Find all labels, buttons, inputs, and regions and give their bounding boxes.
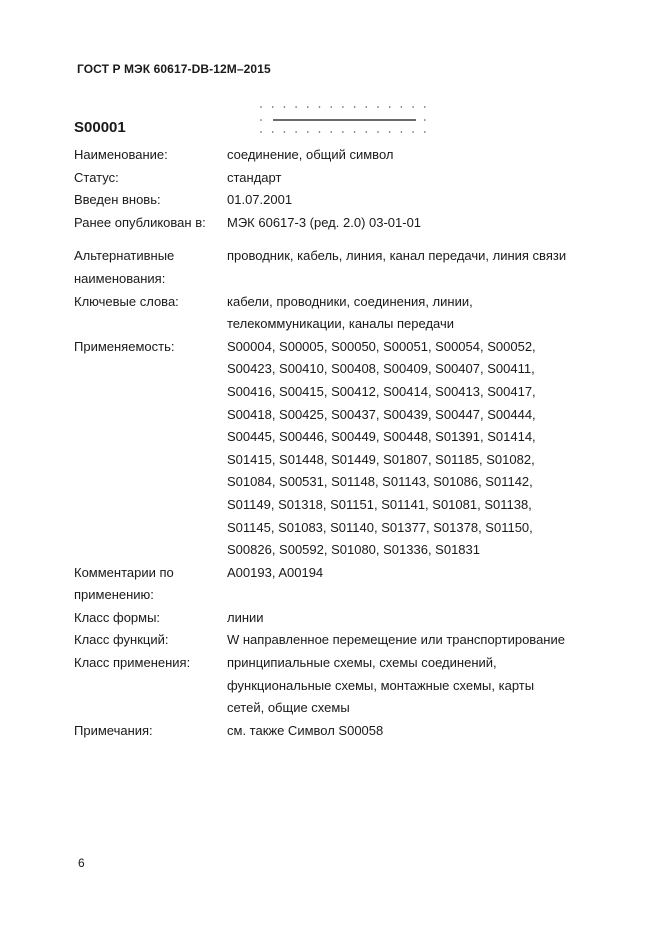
page-number: 6: [78, 856, 85, 870]
field-row: [74, 167, 594, 190]
field-list: [74, 144, 594, 742]
section-gap: [74, 234, 594, 245]
field-label-line: Ключевые слова:: [74, 293, 179, 309]
field-value-line: S00826, S00592, S01080, S01336, S01831: [227, 542, 480, 558]
field-label-line: Ранее опубликован в:: [74, 214, 206, 230]
grid-dot: [342, 131, 344, 133]
grid-dot: [401, 131, 403, 133]
field-value-line: функциональные схемы, монтажные схемы, карты: [227, 677, 535, 693]
grid-dot: [284, 131, 286, 133]
field-value-line: S01149, S01318, S01151, S01141, S01081, S01138,: [227, 496, 532, 512]
field-row: [74, 607, 594, 630]
field-row: [74, 144, 594, 167]
field-label: [74, 212, 227, 235]
field-value-line: A00193, A00194: [227, 564, 324, 580]
field-value: [227, 245, 594, 290]
grid-dot: [330, 106, 332, 108]
field-value-line: телекоммуникации, каналы передачи: [227, 316, 455, 332]
grid-dot: [401, 106, 403, 108]
grid-dot: [272, 106, 274, 108]
field-label-line: Комментарии по: [74, 564, 174, 580]
field-value-line: S00445, S00446, S00449, S00448, S01391, S01414,: [227, 429, 536, 445]
field-label-line: Примечания:: [74, 722, 153, 738]
grid-dot: [354, 106, 356, 108]
grid-dot: [272, 131, 274, 133]
field-value-line: 01.07.2001: [227, 192, 293, 208]
field-value: [227, 652, 594, 720]
grid-dot: [342, 106, 344, 108]
field-label: [74, 144, 227, 167]
grid-dot: [319, 131, 321, 133]
field-label-line: Класс функций:: [74, 632, 169, 648]
field-label: [74, 245, 227, 290]
document-header: ГОСТ Р МЭК 60617-DB-12M–2015: [77, 62, 271, 76]
field-label-line: Класс формы:: [74, 609, 161, 625]
field-label: [74, 607, 227, 630]
field-value-line: соединение, общий символ: [227, 147, 394, 162]
field-value-line: S01415, S01448, S01449, S01807, S01185, S01082,: [227, 451, 535, 467]
field-value-line: МЭК 60617-3 (ред. 2.0) 03-01-01: [227, 214, 422, 230]
grid-dot: [260, 106, 262, 108]
grid-dot: [366, 131, 368, 133]
field-label: [74, 720, 227, 743]
grid-dot: [260, 131, 262, 133]
field-value-line: S00423, S00410, S00408, S00409, S00407, S00411,: [227, 361, 535, 377]
grid-dot: [424, 131, 426, 133]
field-value: [227, 720, 594, 743]
field-value-line: кабели, проводники, соединения, линии,: [227, 293, 473, 309]
field-row: [74, 212, 594, 235]
field-row: [74, 652, 594, 720]
field-value: [227, 167, 594, 190]
field-value-line: S01145, S01083, S01140, S01377, S01378, S01150,: [227, 519, 533, 535]
field-label: [74, 562, 227, 607]
field-label-line: Статус:: [74, 169, 119, 185]
field-value-line: S00418, S00425, S00437, S00439, S00447, S00444,: [227, 406, 536, 422]
grid-dot: [424, 106, 426, 108]
grid-dot: [412, 106, 414, 108]
field-value: [227, 607, 594, 630]
grid-dot: [377, 131, 379, 133]
field-label-line: Введен вновь:: [74, 192, 161, 208]
grid-dot: [295, 131, 297, 133]
grid-dot: [330, 131, 332, 133]
field-label-line: Альтернативные: [74, 248, 175, 264]
grid-dot: [319, 106, 321, 108]
field-value: [227, 336, 594, 562]
grid-dot: [377, 106, 379, 108]
field-value-line: линии: [227, 609, 264, 625]
field-value-line: стандарт: [227, 169, 282, 185]
field-row: [74, 189, 594, 212]
grid-dot: [412, 131, 414, 133]
grid-dot: [307, 106, 309, 108]
field-group-details: [74, 245, 594, 742]
field-value-line: S00004, S00005, S00050, S00051, S00054, S00052,: [227, 338, 536, 354]
field-label: [74, 336, 227, 562]
field-row: [74, 720, 594, 743]
field-group-general: [74, 144, 594, 234]
field-row: [74, 336, 594, 562]
field-value-line: W направленное перемещение или транспортирование: [227, 632, 565, 648]
grid-dot: [389, 131, 391, 133]
field-value: [227, 291, 594, 336]
grid-dot: [389, 106, 391, 108]
field-label-line: применению:: [74, 587, 154, 603]
field-value-line: см. также Символ S00058: [227, 722, 384, 738]
grid-dot: [424, 119, 426, 121]
field-label: [74, 189, 227, 212]
grid-dot: [307, 131, 309, 133]
field-row: [74, 245, 594, 290]
field-row: [74, 562, 594, 607]
field-value: [227, 562, 594, 607]
grid-dot: [354, 131, 356, 133]
field-label-line: Применяемость:: [74, 338, 175, 354]
field-value-line: S00416, S00415, S00412, S00414, S00413, S00417,: [227, 383, 536, 399]
field-row: [74, 291, 594, 336]
field-label: [74, 629, 227, 652]
field-value: [227, 189, 594, 212]
symbol-graphic: [256, 101, 432, 137]
field-value-line: S01084, S00531, S01148, S01143, S01086, S01142,: [227, 474, 533, 490]
field-value-line: принципиальные схемы, схемы соединений,: [227, 655, 497, 671]
field-label: [74, 652, 227, 720]
grid-dot: [260, 119, 262, 121]
field-value: [227, 212, 594, 235]
grid-dot: [284, 106, 286, 108]
field-label-line: Наименование:: [74, 147, 168, 162]
field-label: [74, 291, 227, 336]
field-value-line: сетей, общие схемы: [227, 700, 350, 716]
grid-dot: [295, 106, 297, 108]
field-value: [227, 144, 594, 167]
field-label-line: наименования:: [74, 270, 166, 286]
field-row: [74, 629, 594, 652]
field-value-line: проводник, кабель, линия, канал передачи, линия связи: [227, 248, 567, 264]
field-label-line: Класс применения:: [74, 655, 191, 671]
grid-dot: [366, 106, 368, 108]
symbol-id: S00001: [74, 119, 126, 136]
field-label: [74, 167, 227, 190]
field-value: [227, 629, 594, 652]
